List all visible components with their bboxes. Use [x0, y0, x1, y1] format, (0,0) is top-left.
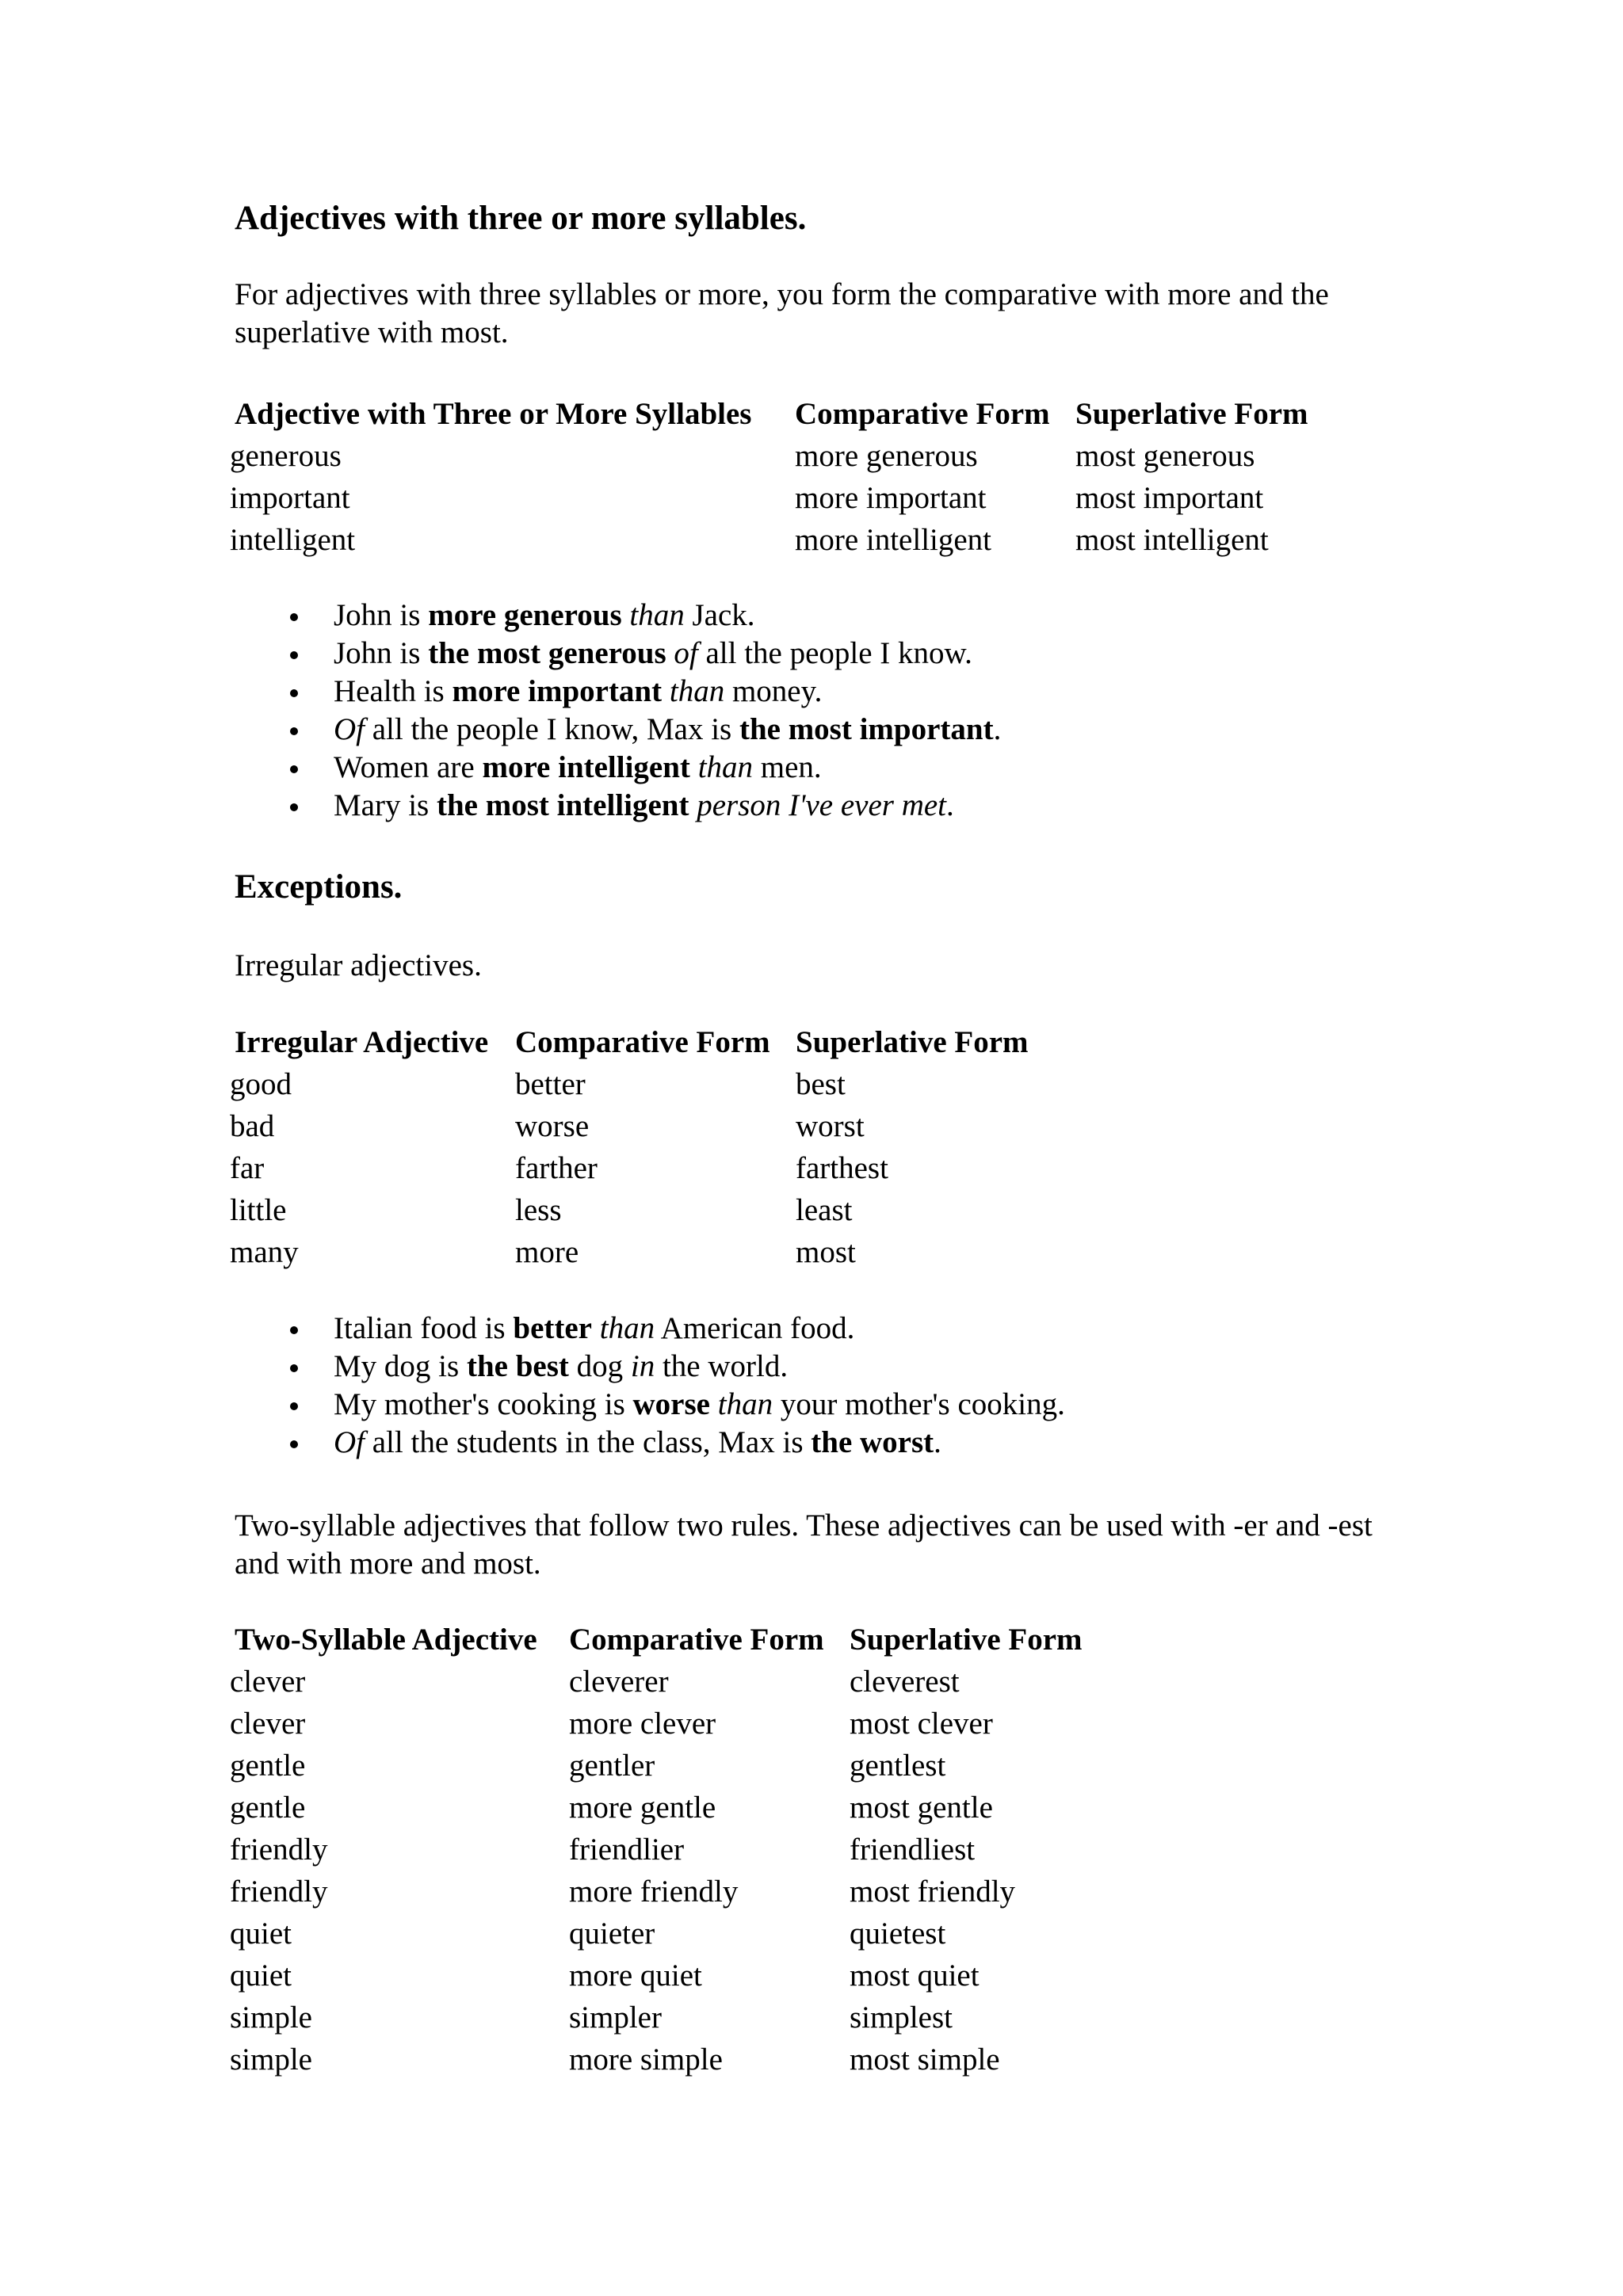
table-cell: farther	[515, 1151, 598, 1185]
text-segment: the world.	[655, 1349, 789, 1383]
text-segment: Health is	[334, 674, 453, 708]
table-cell: farthest	[796, 1151, 888, 1185]
italic-text: than	[717, 1387, 773, 1421]
table-cell: important	[230, 481, 350, 515]
table-cell: more gentle	[569, 1791, 716, 1825]
table-cell: more friendly	[569, 1875, 739, 1909]
text-segment: American food.	[655, 1311, 855, 1345]
table-cell: gentler	[569, 1749, 655, 1783]
bold-text: the worst	[811, 1425, 934, 1459]
bullet-dot	[290, 1440, 298, 1448]
text-segment	[710, 1387, 718, 1421]
text-segment: money.	[724, 674, 823, 708]
list-item	[334, 638, 972, 669]
table-cell: clever	[230, 1707, 306, 1741]
text-segment: Jack.	[684, 598, 755, 632]
table-cell: most simple	[850, 2042, 1000, 2077]
table-cell: most gentle	[850, 1791, 993, 1825]
table-cell: quieter	[569, 1917, 655, 1951]
bullet-dot	[290, 803, 298, 811]
text-segment: .	[934, 1425, 941, 1459]
table-header-superlative: Superlative Form	[796, 1025, 1029, 1059]
text-segment: all the people I know, Max is	[365, 712, 739, 746]
bold-text: the most generous	[428, 636, 666, 670]
table-cell: friendlier	[569, 1833, 685, 1867]
table-header-comparative: Comparative Form	[515, 1025, 770, 1059]
table-cell: most important	[1075, 481, 1264, 515]
italic-text: person I've ever met	[697, 788, 946, 822]
table-cell: good	[230, 1067, 292, 1101]
table-cell: friendliest	[850, 1833, 976, 1867]
table-cell: simple	[230, 2042, 312, 2077]
text-segment: Women are	[334, 750, 483, 784]
text-segment	[592, 1311, 600, 1345]
table-cell: bad	[230, 1109, 275, 1143]
italic-text: than	[629, 598, 685, 632]
text-segment: Mary is	[334, 788, 437, 822]
table-header-adjective: Irregular Adjective	[235, 1025, 489, 1059]
table-cell: less	[515, 1193, 562, 1227]
table-header-adjective: Adjective with Three or More Syllables	[235, 397, 752, 431]
subheading-irregular: Irregular adjectives.	[235, 948, 482, 982]
table-cell: quiet	[230, 1958, 292, 1993]
table-header-superlative: Superlative Form	[850, 1623, 1083, 1657]
section-heading-exceptions: Exceptions.	[235, 868, 403, 906]
table-header-superlative: Superlative Form	[1075, 397, 1308, 431]
table-cell: gentlest	[850, 1749, 946, 1783]
table-cell: more generous	[795, 439, 978, 473]
bullet-dot	[290, 651, 298, 659]
italic-text: in	[630, 1349, 655, 1383]
italic-text: of	[674, 636, 698, 670]
text-segment: men.	[753, 750, 822, 784]
table-cell: more intelligent	[795, 523, 992, 557]
table-cell: friendly	[230, 1833, 328, 1867]
bold-text: the most intelligent	[437, 788, 689, 822]
intro-paragraph-three-syllables: For adjectives with three syllables or more, you form the comparative with more and the superlative with most.	[235, 277, 1329, 349]
bullet-dot	[290, 1326, 298, 1334]
bullet-dot	[290, 765, 298, 773]
text-segment	[689, 788, 697, 822]
table-cell: many	[230, 1235, 299, 1269]
bold-text: the best	[466, 1349, 569, 1383]
table-cell: simple	[230, 2000, 312, 2035]
table-cell: friendly	[230, 1875, 328, 1909]
text-segment: Italian food is	[334, 1311, 514, 1345]
table-cell: more important	[795, 481, 987, 515]
table-cell: more simple	[569, 2042, 723, 2077]
italic-text: than	[599, 1311, 655, 1345]
list-item	[334, 676, 822, 707]
text-segment: your mother's cooking.	[773, 1387, 1065, 1421]
table-cell: gentle	[230, 1791, 306, 1825]
text-segment	[622, 598, 630, 632]
list-item	[334, 752, 822, 783]
table-cell: better	[515, 1067, 586, 1101]
table-header-comparative: Comparative Form	[569, 1623, 824, 1657]
bold-text: worse	[632, 1387, 710, 1421]
text-segment	[662, 674, 670, 708]
text-segment: all the people I know.	[697, 636, 972, 670]
bullet-dot	[290, 1402, 298, 1410]
bold-text: the most important	[739, 712, 994, 746]
bold-text: better	[513, 1311, 592, 1345]
table-cell: far	[230, 1151, 265, 1185]
table-cell: quiet	[230, 1917, 292, 1951]
text-segment: .	[993, 712, 1002, 746]
text-segment	[690, 750, 698, 784]
table-cell: most quiet	[850, 1958, 980, 1993]
table-cell: gentle	[230, 1749, 306, 1783]
text-segment: all the students in the class, Max is	[365, 1425, 812, 1459]
text-segment: .	[946, 788, 954, 822]
table-cell: quietest	[850, 1917, 946, 1951]
text-segment: dog	[568, 1349, 631, 1383]
section-heading-three-syllables: Adjectives with three or more syllables.	[235, 200, 807, 237]
text-segment	[666, 636, 674, 670]
text-segment: My dog is	[334, 1349, 467, 1383]
bullet-dot	[290, 727, 298, 735]
table-cell: cleverer	[569, 1665, 669, 1699]
bullet-dot	[290, 613, 298, 621]
text-segment: John is	[334, 598, 429, 632]
list-item	[334, 714, 1001, 745]
table-cell: best	[796, 1067, 846, 1101]
table-cell: simplest	[850, 2000, 953, 2035]
italic-text: Of	[334, 712, 365, 746]
italic-text: Of	[334, 1425, 365, 1459]
table-header-adjective: Two-Syllable Adjective	[235, 1623, 537, 1657]
table-cell: most friendly	[850, 1875, 1016, 1909]
bullet-dot	[290, 689, 298, 697]
list-item	[334, 600, 755, 631]
table-cell: least	[796, 1193, 853, 1227]
table-cell: most clever	[850, 1707, 993, 1741]
list-item	[334, 1427, 941, 1458]
bold-text: more important	[452, 674, 663, 708]
bold-text: more generous	[428, 598, 622, 632]
table-cell: most	[796, 1235, 856, 1269]
table-cell: simpler	[569, 2000, 662, 2035]
list-item	[334, 1313, 854, 1344]
table-cell: intelligent	[230, 523, 356, 557]
table-cell: worst	[796, 1109, 865, 1143]
table-cell: most intelligent	[1075, 523, 1269, 557]
text-segment: My mother's cooking is	[334, 1387, 633, 1421]
text-segment: John is	[334, 636, 429, 670]
list-item	[334, 1389, 1065, 1420]
table-header-comparative: Comparative Form	[795, 397, 1050, 431]
table-cell: generous	[230, 439, 342, 473]
italic-text: than	[697, 750, 754, 784]
table-cell: more clever	[569, 1707, 716, 1741]
table-cell: more quiet	[569, 1958, 702, 1993]
list-item	[334, 790, 954, 821]
list-item	[334, 1351, 788, 1382]
italic-text: than	[669, 674, 725, 708]
bullet-dot	[290, 1364, 298, 1372]
table-cell: worse	[515, 1109, 590, 1143]
bold-text: more intelligent	[482, 750, 690, 784]
table-cell: more	[515, 1235, 579, 1269]
table-cell: little	[230, 1193, 287, 1227]
table-cell: cleverest	[850, 1665, 960, 1699]
table-cell: clever	[230, 1665, 306, 1699]
table-cell: most generous	[1075, 439, 1255, 473]
intro-paragraph-two-syllables: Two-syllable adjectives that follow two rules. These adjectives can be used with -er and -est and with more and most.	[235, 1508, 1373, 1581]
